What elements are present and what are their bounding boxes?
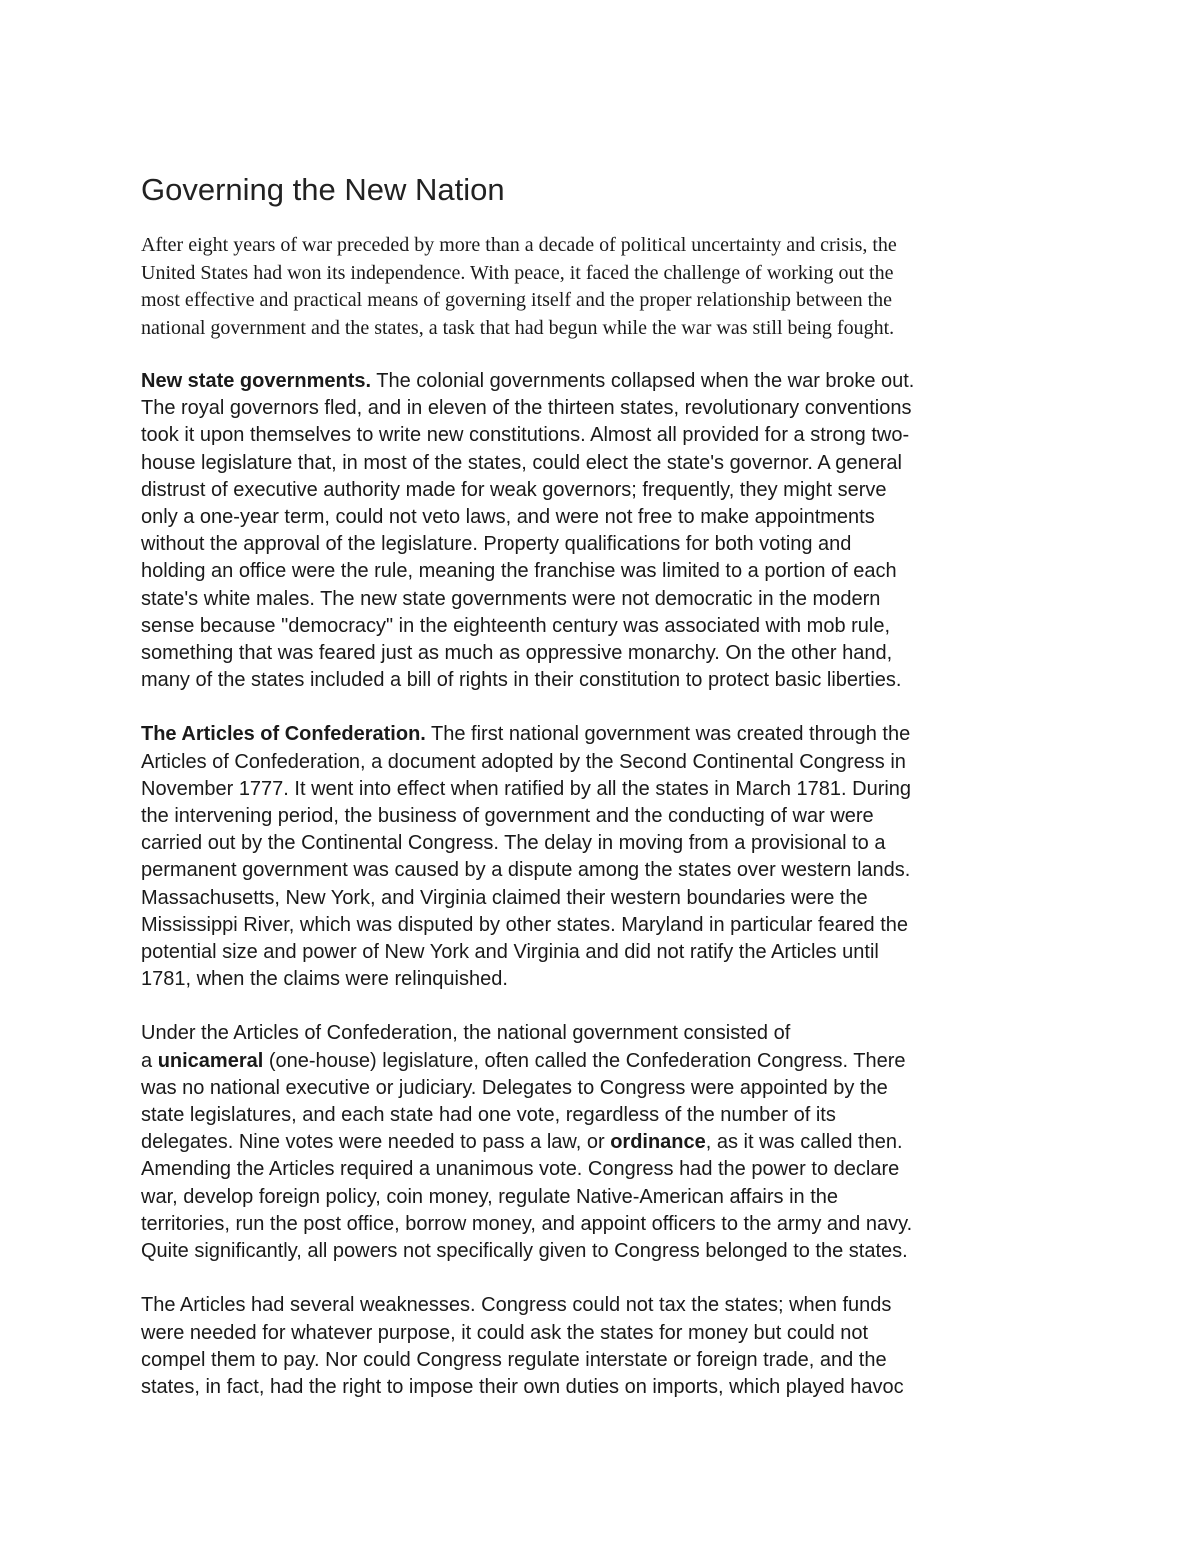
text-line: took it upon themselves to write new constitutions. Almost all provided for a strong two- — [141, 424, 910, 447]
text-line: 1781, when the claims were relinquished. — [141, 968, 508, 991]
text-line: After eight years of war preceded by more than a decade of political uncertainty and crisis, the — [141, 234, 897, 256]
text-line: national government and the states, a task that had begun while the war was still being fought. — [141, 316, 895, 339]
text-line: carried out by the Continental Congress. The delay in moving from a provisional to a — [141, 832, 886, 855]
text-line: The Articles had several weaknesses. Congress could not tax the states; when funds — [141, 1294, 892, 1317]
articles-paragraph — [141, 721, 1061, 993]
state-governments-paragraph — [141, 368, 1061, 694]
text-fragment: a — [141, 1049, 158, 1072]
text-line: the intervening period, the business of government and the conducting of war were — [141, 805, 874, 828]
text-line: Amending the Articles required a unanimous vote. Congress had the power to declare — [141, 1158, 900, 1181]
text-line: sense because "democracy" in the eighteenth century was associated with mob rule, — [141, 614, 891, 637]
text-line: compel them to pay. Nor could Congress regulate interstate or foreign trade, and the — [141, 1348, 887, 1371]
text-line: distrust of executive authority made for weak governors; frequently, they might serve — [141, 478, 887, 501]
text-line: holding an office were the rule, meaning the franchise was limited to a portion of each — [141, 560, 897, 583]
text-fragment: The first national government was created through the — [425, 723, 911, 746]
text-line: most effective and practical means of governing itself and the proper relationship between the — [141, 289, 893, 311]
text-fragment: delegates. Nine votes were needed to pass a law, or — [141, 1131, 611, 1154]
text-line: many of the states included a bill of rights in their constitution to protect basic liberties. — [141, 669, 902, 692]
text-fragment: (one-house) legislature, often called the Confederation Congress. There — [263, 1049, 906, 1072]
text-line: permanent government was caused by a dispute among the states over western lands. — [141, 859, 911, 882]
text-line: Mississippi River, which was disputed by other states. Maryland in particular feared the — [141, 913, 909, 936]
text-line: something that was feared just as much as oppressive monarchy. On the other hand, — [141, 642, 893, 665]
text-fragment: , as it was called then. — [705, 1131, 903, 1154]
text-line — [141, 1129, 1061, 1156]
text-line: was no national executive or judiciary. Delegates to Congress were appointed by the — [141, 1076, 888, 1099]
text-line: were needed for whatever purpose, it could ask the states for money but could not — [141, 1321, 869, 1344]
text-line: without the approval of the legislature. Property qualifications for both voting and — [141, 533, 852, 556]
section-heading-state-governments: New state governments. — [141, 370, 372, 392]
text-line: state legislatures, and each state had one vote, regardless of the number of its — [141, 1104, 836, 1127]
text-line: November 1777. It went into effect when ratified by all the states in March 1781. During — [141, 777, 912, 800]
text-line: The royal governors fled, and in eleven of the thirteen states, revolutionary conventions — [141, 397, 912, 420]
weaknesses-paragraph — [141, 1292, 1061, 1401]
text-line: state's white males. The new state governments were not democratic in the modern — [141, 587, 881, 610]
congress-structure-paragraph — [141, 1020, 1061, 1265]
text-line — [141, 368, 1061, 395]
term-ordinance: ordinance — [610, 1131, 706, 1154]
text-line: territories, run the post office, borrow money, and appoint officers to the army and navy. — [141, 1212, 913, 1235]
text-line: states, in fact, had the right to impose their own duties on imports, which played havoc — [141, 1375, 904, 1398]
text-line: potential size and power of New York and Virginia and did not ratify the Articles until — [141, 941, 879, 964]
intro-paragraph — [141, 232, 1061, 342]
text-fragment: The colonial governments collapsed when the war broke out. — [371, 370, 915, 392]
text-line: Under the Articles of Confederation, the national government consisted of — [141, 1022, 791, 1045]
page-title: Governing the New Nation — [141, 172, 505, 207]
text-line: house legislature that, in most of the states, could elect the state's governor. A general — [141, 451, 902, 474]
term-unicameral: unicameral — [157, 1049, 264, 1072]
text-line: Massachusetts, New York, and Virginia claimed their western boundaries were the — [141, 886, 868, 909]
section-heading-articles: The Articles of Confederation. — [141, 723, 426, 746]
document-content — [141, 170, 1061, 1428]
text-line: only a one-year term, could not veto laws, and were not free to make appointments — [141, 506, 875, 529]
text-line — [141, 721, 1061, 748]
text-line: Quite significantly, all powers not specifically given to Congress belonged to the states. — [141, 1240, 908, 1263]
text-line: war, develop foreign policy, coin money, regulate Native-American affairs in the — [141, 1185, 839, 1208]
text-line — [141, 1048, 1061, 1075]
text-line: Articles of Confederation, a document adopted by the Second Continental Congress in — [141, 750, 906, 773]
text-line: United States had won its independence. With peace, it faced the challenge of working out the — [141, 261, 894, 284]
